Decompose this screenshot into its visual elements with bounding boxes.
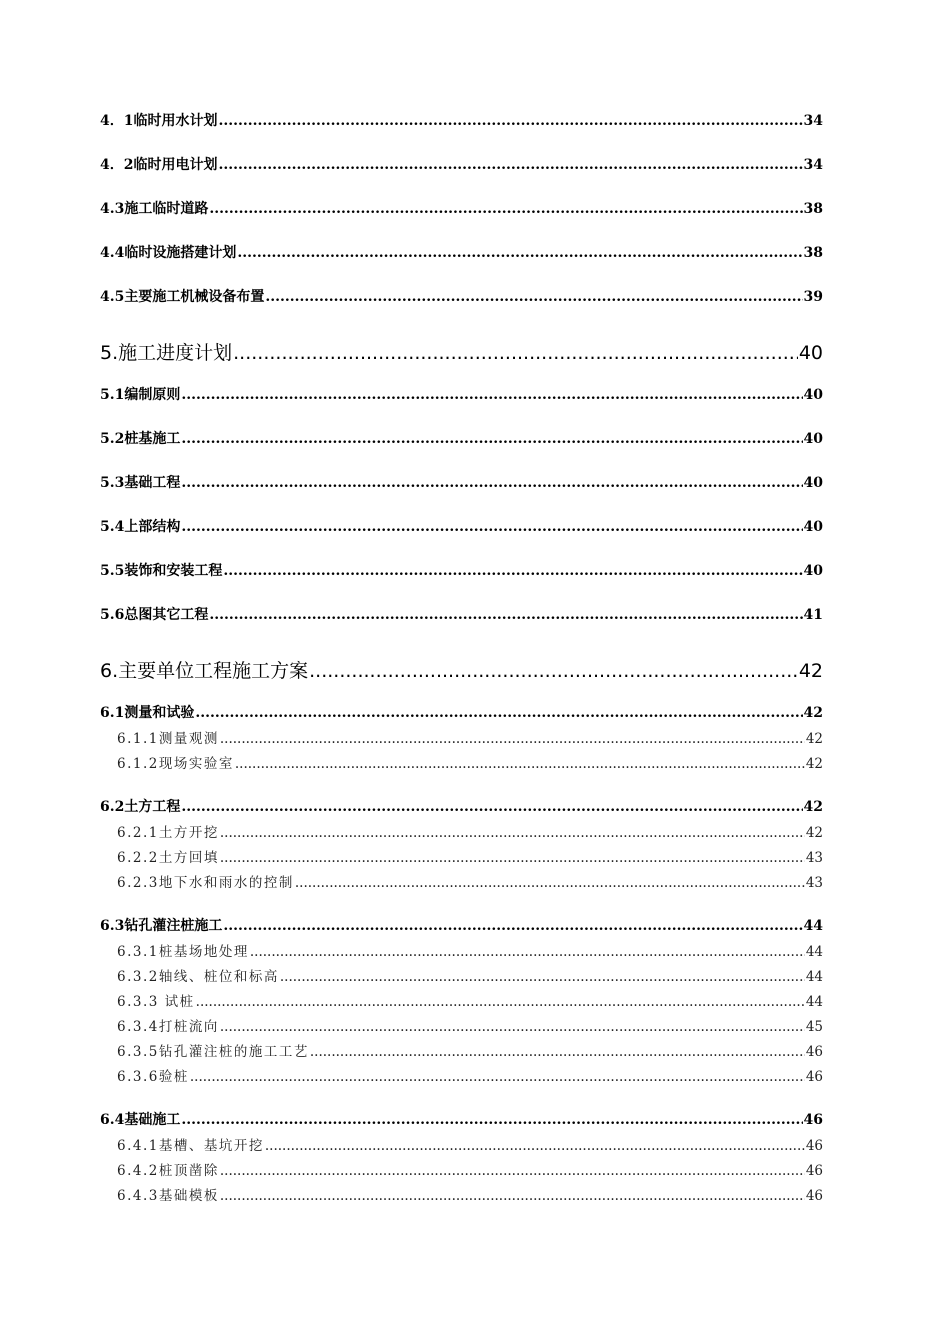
toc-subentry-page: 42 <box>805 825 823 841</box>
toc-subentry-page: 42 <box>805 731 823 747</box>
toc-subentry <box>117 1065 823 1083</box>
toc-subentry-page: 46 <box>805 1138 823 1154</box>
toc-subentry <box>117 965 823 983</box>
toc-subentry-page: 43 <box>805 875 823 891</box>
toc-entry-title: 4.5主要施工机械设备布置 <box>100 289 265 305</box>
toc-subentry <box>117 846 823 864</box>
toc-subentry <box>117 1159 823 1177</box>
toc-entry-page: 38 <box>803 245 823 261</box>
toc-subentry <box>117 990 823 1008</box>
toc-subentry-title: 6.2.1土方开挖 <box>117 825 219 841</box>
toc-subentry <box>117 940 823 958</box>
toc-leader-dots <box>195 705 802 721</box>
toc-leader-dots <box>235 756 805 772</box>
toc-entry <box>100 702 823 720</box>
toc-leader-dots <box>220 825 805 841</box>
toc-entry-title: 4.3施工临时道路 <box>100 201 209 217</box>
toc-chapter-page: 40 <box>798 342 823 364</box>
toc-subentry <box>117 821 823 839</box>
toc-subentry-title: 6.2.3地下水和雨水的控制 <box>117 875 294 891</box>
toc-entry-page: 44 <box>803 918 823 934</box>
toc-leader-dots <box>209 201 802 217</box>
toc-entry-page: 41 <box>803 607 823 623</box>
toc-leader-dots <box>220 731 805 747</box>
toc-entry-page: 40 <box>803 475 823 491</box>
toc-subentry-title: 6.4.1基槽、基坑开挖 <box>117 1138 264 1154</box>
toc-entry-page: 39 <box>803 289 823 305</box>
toc-subentry <box>117 727 823 745</box>
toc-subentry <box>117 1015 823 1033</box>
toc-entry-page: 42 <box>803 799 823 815</box>
toc-subentry-title: 6.1.1测量观测 <box>117 731 219 747</box>
toc-entry <box>100 604 823 622</box>
toc-chapter <box>100 656 823 680</box>
toc-leader-dots <box>233 342 798 364</box>
toc-subentry-title: 6.4.2桩顶凿除 <box>117 1163 219 1179</box>
toc-leader-dots <box>220 1188 805 1204</box>
toc-leader-dots <box>223 563 802 579</box>
toc-entry-page: 40 <box>803 431 823 447</box>
toc-subentry-page: 42 <box>805 756 823 772</box>
toc-entry <box>100 796 823 814</box>
toc-entry-title: 5.1编制原则 <box>100 387 181 403</box>
toc-entry-title: 6.3钻孔灌注桩施工 <box>100 918 223 934</box>
toc-entry-title: 4.4临时设施搭建计划 <box>100 245 237 261</box>
toc-entry-page: 40 <box>803 519 823 535</box>
toc-subentry-page: 45 <box>805 1019 823 1035</box>
toc-entry <box>100 560 823 578</box>
toc-entry-page: 46 <box>803 1112 823 1128</box>
toc-subentry <box>117 1184 823 1202</box>
toc-entry-page: 40 <box>803 563 823 579</box>
toc-entry <box>100 198 823 216</box>
toc-leader-dots <box>209 607 802 623</box>
toc-entry-title: 5.2桩基施工 <box>100 431 181 447</box>
toc-entry <box>100 1109 823 1127</box>
toc-leader-dots <box>280 969 805 985</box>
toc-entry <box>100 516 823 534</box>
toc-entry-title: 5.6总图其它工程 <box>100 607 209 623</box>
toc-leader-dots <box>181 475 802 491</box>
toc-leader-dots <box>181 799 802 815</box>
toc-subentry-title: 6.4.3基础模板 <box>117 1188 219 1204</box>
toc-entry-title: 6.4基础施工 <box>100 1112 181 1128</box>
toc-subentry <box>117 1040 823 1058</box>
toc-entry-title: 4．2临时用电计划 <box>100 157 218 173</box>
toc-entry-title: 5.5装饰和安装工程 <box>100 563 223 579</box>
toc-subentry-title: 6.3.2轴线、桩位和标高 <box>117 969 279 985</box>
toc-entry <box>100 428 823 446</box>
toc-entry <box>100 384 823 402</box>
toc-entry <box>100 242 823 260</box>
toc-leader-dots <box>196 994 805 1010</box>
toc-entry <box>100 472 823 490</box>
toc-leader-dots <box>309 660 798 682</box>
toc-leader-dots <box>220 1163 805 1179</box>
toc-leader-dots <box>250 944 805 960</box>
toc-entry-title: 6.2土方工程 <box>100 799 181 815</box>
toc-subentry <box>117 1134 823 1152</box>
toc-subentry-title: 6.3.3 试桩 <box>117 994 195 1010</box>
toc-entry <box>100 915 823 933</box>
toc-subentry-title: 6.3.6验桩 <box>117 1069 189 1085</box>
toc-leader-dots <box>181 431 802 447</box>
toc-leader-dots <box>310 1044 805 1060</box>
toc-entry-page: 40 <box>803 387 823 403</box>
toc-chapter-page: 42 <box>798 660 823 682</box>
toc-subentry <box>117 871 823 889</box>
toc-leader-dots <box>218 113 802 129</box>
toc-subentry-title: 6.3.1桩基场地处理 <box>117 944 249 960</box>
toc-subentry-page: 46 <box>805 1188 823 1204</box>
toc-entry <box>100 286 823 304</box>
toc-leader-dots <box>220 1019 805 1035</box>
toc-subentry-page: 44 <box>805 944 823 960</box>
toc-leader-dots <box>265 289 802 305</box>
toc-leader-dots <box>181 387 802 403</box>
toc-leader-dots <box>181 1112 802 1128</box>
toc-subentry-page: 44 <box>805 969 823 985</box>
toc-leader-dots <box>220 850 805 866</box>
toc-leader-dots <box>295 875 805 891</box>
toc-entry <box>100 110 823 128</box>
toc-subentry-page: 46 <box>805 1163 823 1179</box>
toc-subentry-title: 6.2.2土方回填 <box>117 850 219 866</box>
toc-entry-title: 6.1测量和试验 <box>100 705 195 721</box>
toc-entry-title: 4．1临时用水计划 <box>100 113 218 129</box>
toc-subentry-page: 46 <box>805 1069 823 1085</box>
toc-entry-title: 5.3基础工程 <box>100 475 181 491</box>
toc-subentry-page: 46 <box>805 1044 823 1060</box>
toc-subentry <box>117 752 823 770</box>
toc-entry-page: 34 <box>803 157 823 173</box>
toc-leader-dots <box>237 245 802 261</box>
toc-entry <box>100 154 823 172</box>
toc-subentry-page: 44 <box>805 994 823 1010</box>
toc-subentry-title: 6.1.2现场实验室 <box>117 756 234 772</box>
toc-entry-page: 38 <box>803 201 823 217</box>
toc-leader-dots <box>190 1069 805 1085</box>
toc-leader-dots <box>265 1138 805 1154</box>
toc-leader-dots <box>218 157 802 173</box>
toc-leader-dots <box>181 519 802 535</box>
toc-subentry-page: 43 <box>805 850 823 866</box>
toc-entry-page: 34 <box>803 113 823 129</box>
toc-chapter <box>100 338 823 362</box>
toc-entry-title: 5.4上部结构 <box>100 519 181 535</box>
toc-entry-page: 42 <box>803 705 823 721</box>
toc-subentry-title: 6.3.5钻孔灌注桩的施工工艺 <box>117 1044 309 1060</box>
toc-subentry-title: 6.3.4打桩流向 <box>117 1019 219 1035</box>
toc-chapter-title: 6.主要单位工程施工方案 <box>100 660 309 682</box>
toc-chapter-title: 5.施工进度计划 <box>100 342 233 364</box>
toc-leader-dots <box>223 918 802 934</box>
